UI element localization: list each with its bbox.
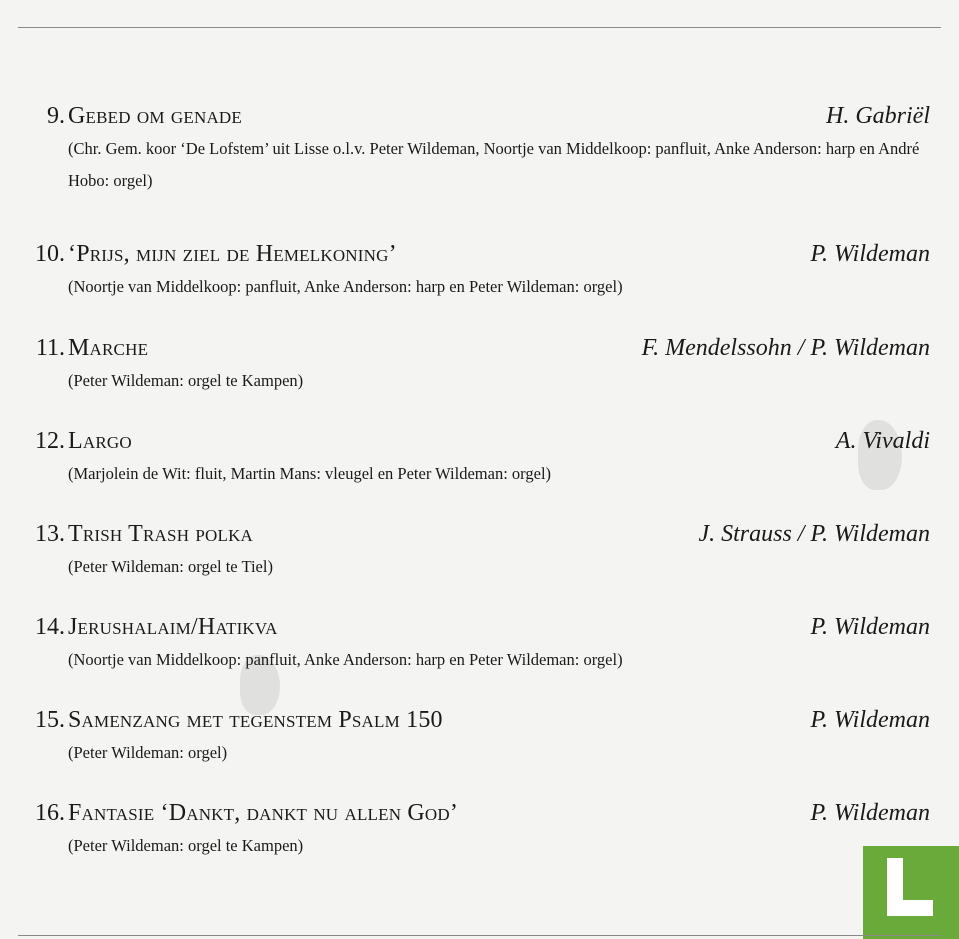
track-title: Fantasie ‘Dankt, dankt nu allen God’: [68, 800, 459, 826]
track-composer: P. Wildeman: [810, 241, 930, 267]
track-performers: (Peter Wildeman: orgel te Tiel): [68, 557, 273, 576]
track-performers: (Noortje van Middelkoop: panfluit, Anke Anderson: harp en Peter Wildeman: orgel): [68, 650, 623, 669]
track-title: Gebed om genade: [68, 103, 242, 129]
bottom-rule: [18, 935, 941, 936]
track-performers: (Noortje van Middelkoop: panfluit, Anke Anderson: harp en Peter Wildeman: orgel): [68, 277, 623, 296]
track-number: 14.: [35, 614, 65, 640]
track-number: 15.: [35, 707, 65, 733]
track-composer: P. Wildeman: [810, 800, 930, 826]
track-performers: (Peter Wildeman: orgel): [68, 743, 228, 762]
track-title: Largo: [68, 428, 132, 454]
track-15: [0, 703, 959, 769]
track-number: 13.: [35, 521, 65, 547]
track-11: [0, 331, 959, 397]
track-composer: J. Strauss / P. Wildeman: [698, 521, 930, 547]
track-9: [0, 99, 959, 197]
track-performers: (Marjolein de Wit: fluit, Martin Mans: vleugel en Peter Wildeman: orgel): [68, 464, 552, 483]
track-composer: P. Wildeman: [810, 614, 930, 640]
track-composer: H. Gabriël: [826, 103, 930, 129]
track-title: ‘Prijs, mijn ziel de Hemelkoning’: [68, 241, 397, 267]
track-title: Trish Trash polka: [68, 521, 254, 547]
track-16: [0, 796, 959, 862]
track-title: Marche: [68, 335, 149, 361]
track-13: [0, 517, 959, 583]
track-composer: F. Mendelssohn / P. Wildeman: [641, 335, 930, 361]
track-title: Samenzang met tegenstem Psalm 150: [68, 707, 443, 733]
track-number: 11.: [35, 335, 65, 361]
track-12: [0, 424, 959, 490]
track-performers: (Peter Wildeman: orgel te Kampen): [68, 371, 304, 390]
track-performers: (Chr. Gem. koor ‘De Lofstem’ uit Lisse o.l.v. Peter Wildeman, Noortje van Middelkoop: panfluit, Anke Anderson: harp en André Hobo: orgel): [68, 139, 920, 190]
l-logo-icon: [863, 846, 959, 939]
track-number: 9.: [47, 103, 65, 129]
track-composer: P. Wildeman: [810, 707, 930, 733]
track-14: [0, 610, 959, 676]
track-10: [0, 237, 959, 303]
track-number: 16.: [35, 800, 65, 826]
track-number: 10.: [35, 241, 65, 267]
track-title: Jerushalaim/Hatikva: [68, 614, 278, 640]
track-performers: (Peter Wildeman: orgel te Kampen): [68, 836, 304, 855]
top-rule: [18, 27, 941, 28]
track-number: 12.: [35, 428, 65, 454]
logo-stroke-horizontal: [887, 900, 933, 916]
track-composer: A. Vivaldi: [835, 428, 930, 454]
